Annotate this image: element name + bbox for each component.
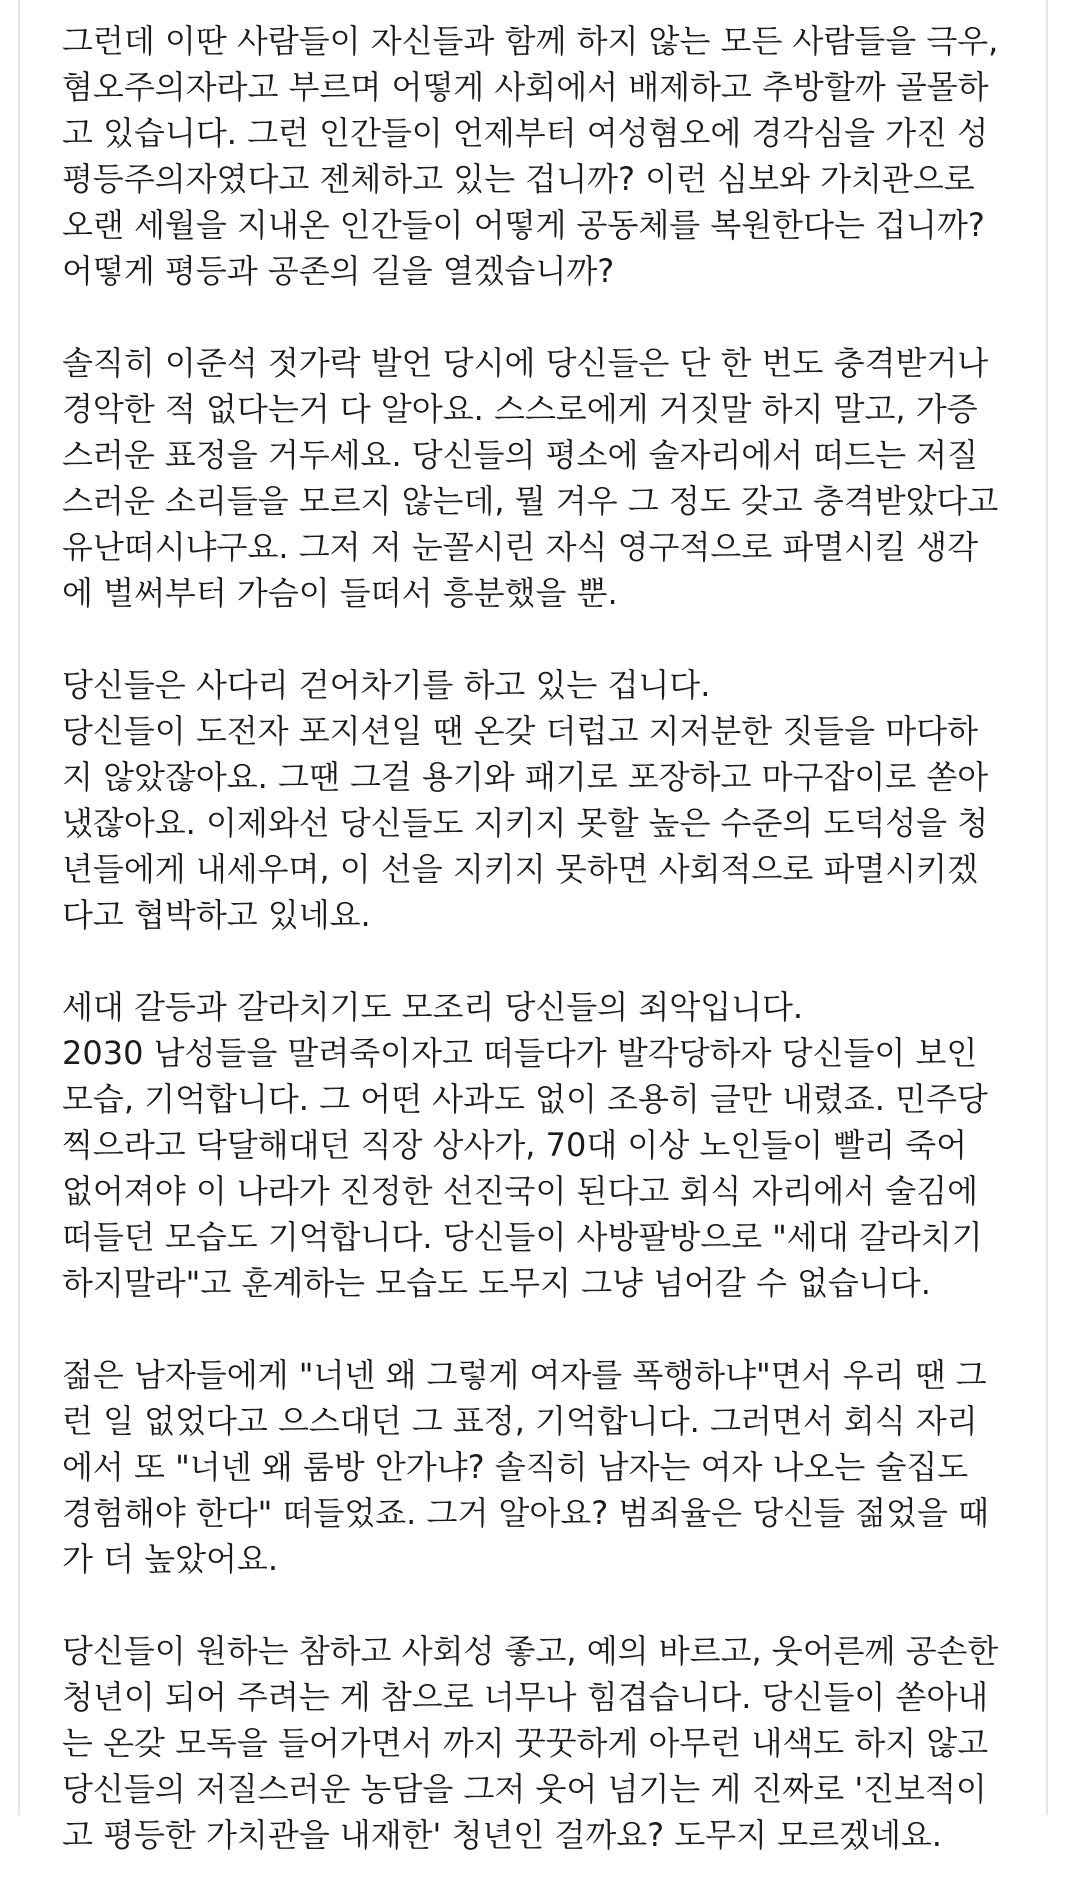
text-line: 는 온갖 모독을 들어가면서 까지 꿋꿋하게 아무런 내색도 하지 않고 — [62, 1724, 989, 1762]
text-line: 지 않았잖아요. 그땐 그걸 용기와 패기로 포장하고 마구잡이로 쏟아 — [62, 758, 989, 796]
text-line: 당신들은 사다리 걷어차기를 하고 있는 겁니다. — [62, 666, 711, 704]
text-line: 경험해야 한다" 떠들었죠. 그거 알아요? 범죄율은 당신들 젊었을 때 — [62, 1494, 989, 1532]
paragraph-1 — [62, 18, 1052, 294]
text-line: 떠들던 모습도 기억합니다. 당신들이 사방팔방으로 "세대 갈라치기 — [62, 1218, 983, 1256]
text-line: 경악한 적 없다는거 다 알아요. 스스로에게 거짓말 하지 말고, 가증 — [62, 390, 978, 428]
text-line: 찍으라고 닥달해대던 직장 상사가, 70대 이상 노인들이 빨리 죽어 — [62, 1126, 968, 1164]
text-line: 혐오주의자라고 부르며 어떻게 사회에서 배제하고 추방할까 골몰하 — [62, 68, 989, 106]
paragraph-5 — [62, 1352, 1052, 1582]
text-line: 고 있습니다. 그런 인간들이 언제부터 여성혐오에 경각심을 가진 성 — [62, 114, 989, 152]
text-line: 런 일 없었다고 으스대던 그 표정, 기억합니다. 그러면서 회식 자리 — [62, 1402, 978, 1440]
paragraph-3 — [62, 662, 1052, 938]
text-line: 오랜 세월을 지내온 인간들이 어떻게 공동체를 복원한다는 겁니까? — [62, 206, 985, 244]
text-line: 고 평등한 가치관을 내재한' 청년인 걸까요? 도무지 모르겠네요. — [62, 1816, 942, 1854]
article-body — [62, 18, 1052, 1904]
paragraph-2 — [62, 340, 1052, 616]
text-line: 가 더 높았어요. — [62, 1540, 278, 1578]
text-line: 당신들의 저질스러운 농담을 그저 웃어 넘기는 게 진짜로 '진보적이 — [62, 1770, 987, 1808]
text-line: 스러운 표정을 거두세요. 당신들의 평소에 술자리에서 떠드는 저질 — [62, 436, 979, 474]
text-line: 모습, 기억합니다. 그 어떤 사과도 없이 조용히 글만 내렸죠. 민주당 — [62, 1080, 988, 1118]
text-line: 년들에게 내세우며, 이 선을 지키지 못하면 사회적으로 파멸시키겠 — [62, 850, 979, 888]
text-line: 당신들이 원하는 참하고 사회성 좋고, 예의 바르고, 웃어른께 공손한 — [62, 1632, 999, 1670]
paragraph-6 — [62, 1628, 1052, 1858]
text-line: 솔직히 이준석 젓가락 발언 당시에 당신들은 단 한 번도 충격받거나 — [62, 344, 989, 382]
text-line: 다고 협박하고 있네요. — [62, 896, 371, 934]
paragraph-4 — [62, 984, 1052, 1306]
text-line: 세대 갈등과 갈라치기도 모조리 당신들의 죄악입니다. — [62, 988, 804, 1026]
text-line: 하지말라"고 훈계하는 모습도 도무지 그냥 넘어갈 수 없습니다. — [62, 1264, 931, 1302]
text-line: 2030 남성들을 말려죽이자고 떠들다가 발각당하자 당신들이 보인 — [62, 1034, 978, 1072]
text-line: 스러운 소리들을 모르지 않는데, 뭘 겨우 그 정도 갖고 충격받았다고 — [62, 482, 999, 520]
text-line: 평등주의자였다고 젠체하고 있는 겁니까? 이런 심보와 가치관으로 — [62, 160, 975, 198]
text-line: 에서 또 "너넨 왜 룸방 안가냐? 솔직히 남자는 여자 나오는 술집도 — [62, 1448, 969, 1486]
text-line: 어떻게 평등과 공존의 길을 열겠습니까? — [62, 252, 615, 290]
text-line: 당신들이 도전자 포지션일 땐 온갖 더럽고 지저분한 짓들을 마다하 — [62, 712, 979, 750]
text-line: 젊은 남자들에게 "너넨 왜 그렇게 여자를 폭행하냐"면서 우리 땐 그 — [62, 1356, 987, 1394]
text-line: 그런데 이딴 사람들이 자신들과 함께 하지 않는 모든 사람들을 극우, — [62, 22, 999, 60]
text-line: 에 벌써부터 가슴이 들떠서 흥분했을 뿐. — [62, 574, 618, 612]
left-border — [18, 0, 20, 1815]
text-line: 유난떠시냐구요. 그저 저 눈꼴시린 자식 영구적으로 파멸시킬 생각 — [62, 528, 979, 566]
text-line: 청년이 되어 주려는 게 참으로 너무나 힘겹습니다. 당신들이 쏟아내 — [62, 1678, 989, 1716]
text-line: 냈잖아요. 이제와선 당신들도 지키지 못할 높은 수준의 도덕성을 청 — [62, 804, 989, 842]
text-line: 없어져야 이 나라가 진정한 선진국이 된다고 회식 자리에서 술김에 — [62, 1172, 979, 1210]
